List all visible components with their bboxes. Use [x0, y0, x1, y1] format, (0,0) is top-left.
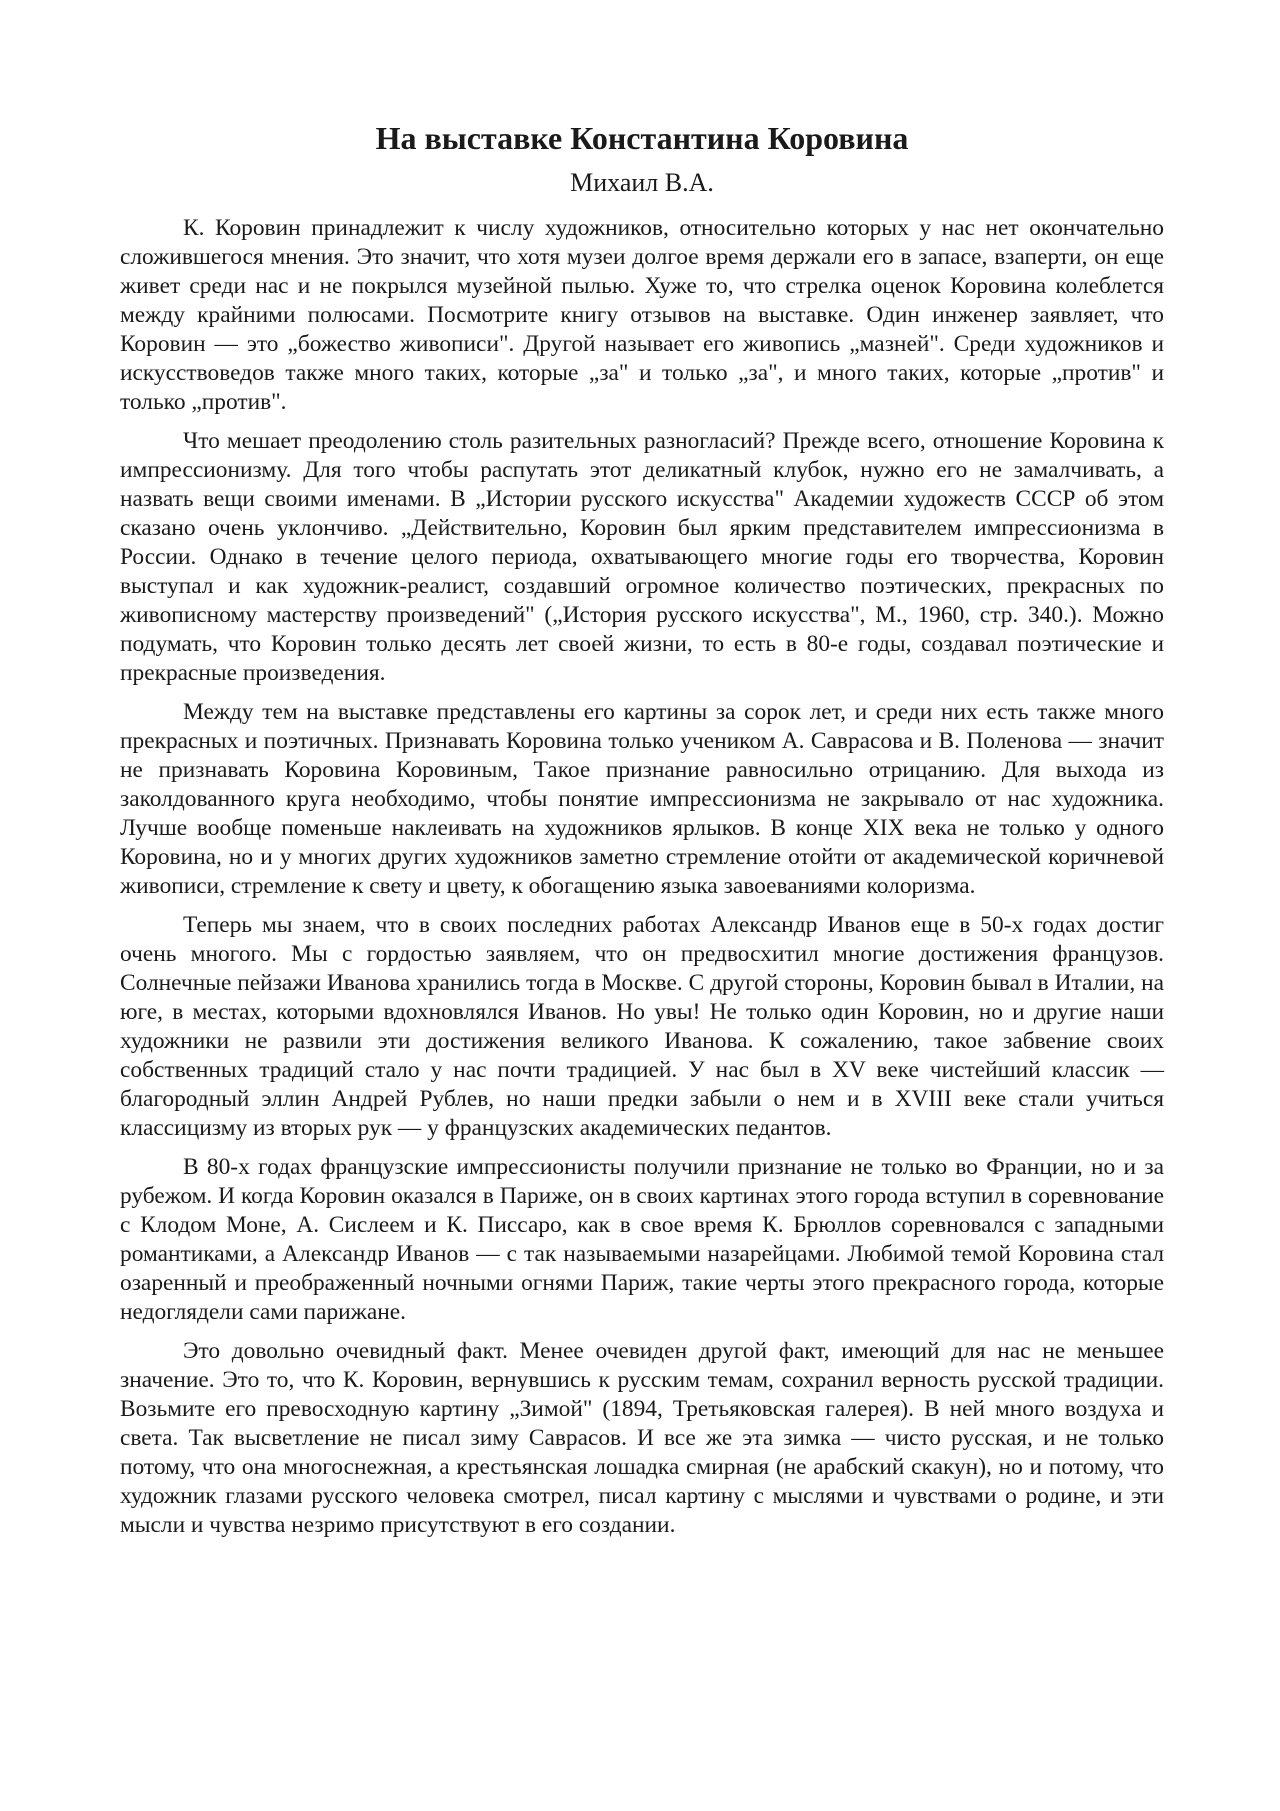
document-page: [120, 118, 1164, 1550]
paragraph: К. Коровин принадлежит к числу художников, относительно которых у нас нет окончательно сложившегося мнения. Это значит, что хотя музеи долгое время держали его в запасе, взаперти, он еще живет среди нас и не покрылся музейной пылью. Хуже то, что стрелка оценок Коровина колеблется между крайними полюсами. Посмотрите книгу отзывов на выставке. Один инженер заявляет, что Коровин — это „божество живописи". Другой называет его живопись „мазней". Среди художников и искусствоведов также много таких, которые „за" и только „за", и много таких, которые „против" и только „против".: [120, 215, 1164, 415]
paragraph: В 80-х годах французские импрессионисты получили признание не только во Франции, но и за рубежом. И когда Коровин оказался в Париже, он в своих картинах этого города вступил в соревнование с Клодом Моне, А. Сислеем и К. Писсаро, как в свое время К. Брюллов соревновался с западными романтиками, а Александр Иванов — с так называемыми назарейцами. Любимой темой Коровина стал озаренный и преображенный ночными огнями Париж, такие черты этого прекрасного города, которые недоглядели сами парижане.: [120, 1154, 1164, 1325]
paragraph: Что мешает преодолению столь разительных разногласий? Прежде всего, отношение Коровина к импрессионизму. Для того чтобы распутать этот деликатный клубок, нужно его не замалчивать, а назвать вещи своими именами. В „Истории русского искусства" Академии художеств СССР об этом сказано очень уклончиво. „Действительно, Коровин был ярким представителем импрессионизма в России. Однако в течение целого периода, охватывающего многие годы его творчества, Коровин выступал и как художник-реалист, создавший огромное количество поэтических, прекрасных по живописному мастерству произведений" („История русского искусства", М., 1960, стр. 340.). Можно подумать, что Коровин только десять лет своей жизни, то есть в 80-е годы, создавал поэтические и прекрасные произведения.: [120, 428, 1164, 686]
paragraph: Это довольно очевидный факт. Менее очевиден другой факт, имеющий для нас не меньшее значение. Это то, что К. Коровин, вернувшись к русским темам, сохранил верность русской традиции. Возьмите его превосходную картину „Зимой" (1894, Третьяковская галерея). В ней много воздуха и света. Так высветление не писал зиму Саврасов. И все же эта зимка — чисто русская, и не только потому, что она многоснежная, а крестьянская лошадка смирная (не арабский скакун), но и потому, что художник глазами русского человека смотрел, писал картину с мыслями и чувствами о родине, и эти мысли и чувства незримо присутствуют в его создании.: [120, 1338, 1164, 1538]
paragraph: Теперь мы знаем, что в своих последних работах Александр Иванов еще в 50-х годах достиг очень многого. Мы с гордостью заявляем, что он предвосхитил многие достижения французов. Солнечные пейзажи Иванова хранились тогда в Москве. С другой стороны, Коровин бывал в Италии, на юге, в местах, которыми вдохновлялся Иванов. Но увы! Не только один Коровин, но и другие наши художники не развили эти достижения великого Иванова. К сожалению, такое забвение своих собственных традиций стало у нас почти традицией. У нас был в XV веке чистейший классик — благородный эллин Андрей Рублев, но наши предки забыли о нем и в XVIII веке стали учиться классицизму из вторых рук — у французских академических педантов.: [120, 912, 1164, 1141]
document-author: Михаил В.А.: [570, 168, 714, 197]
document-title: На выставке Константина Коровина: [375, 120, 909, 156]
paragraph: Между тем на выставке представлены его картины за сорок лет, и среди них есть также много прекрасных и поэтичных. Признавать Коровина только учеником А. Саврасова и В. Поленова — значит не признавать Коровина Коровиным, Такое признание равносильно отрицанию. Для выхода из заколдованного круга необходимо, чтобы понятие импрессионизма не закрывало от нас художника. Лучше вообще поменьше наклеивать на художников ярлыков. В конце XIX века не только у одного Коровина, но и у многих других художников заметно стремление отойти от академической коричневой живописи, стремление к свету и цвету, к обогащению языка завоеваниями колоризма.: [120, 699, 1164, 899]
